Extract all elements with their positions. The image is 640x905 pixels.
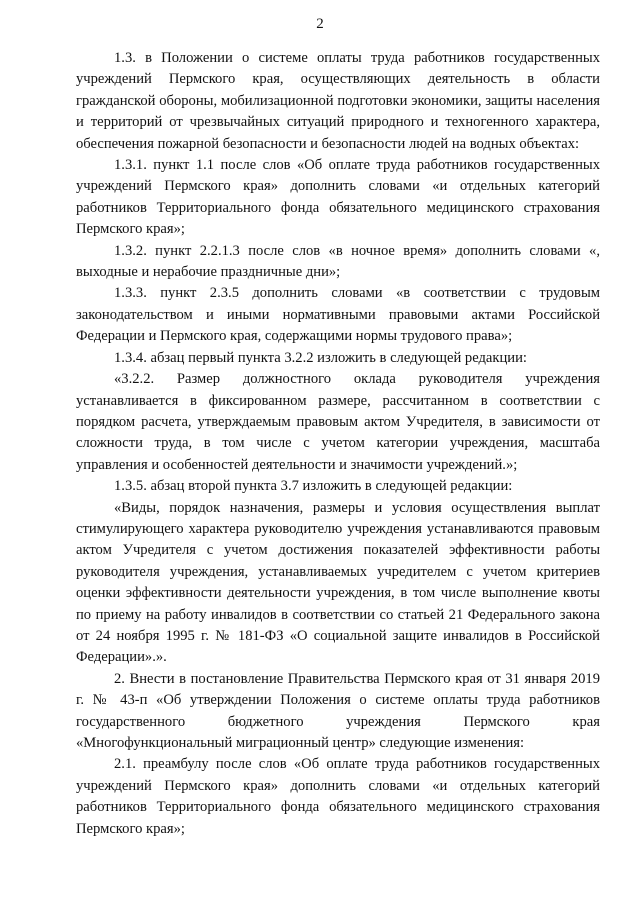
paragraph-1-3-5: 1.3.5. абзац второй пункта 3.7 изложить в следующей редакции: (114, 478, 513, 495)
paragraph-1-3: 1.3. в Положении о системе оплаты труда работников государственных учреждений Пермского края, осуществляющих деятельность в области гражданской обороны, мобилизационной подготовки экономики, защиты населения и территорий от чрезвычайных ситуаций природного и техногенного характера, обеспечения пожарной безопасности и безопасности людей на водных объектах: (76, 50, 600, 152)
paragraph-quote-3-7: «Виды, порядок назначения, размеры и условия осуществления выплат стимулирующего характера руководителю учреждения устанавливаются правовым актом Учредителя с учетом достижения показателей эффективности работы руководителя учреждения, устанавливаемых учредителем с учетом критериев оценки эффективности деятельности учреждения, в том числе выполнение квоты по приему на работу инвалидов в соответствии со статьей 21 Федерального закона от 24 ноября 1995 г. № 181-ФЗ «О социальной защите инвалидов в Российской Федерации».». (76, 499, 600, 666)
paragraph-2: 2. Внести в постановление Правительства Пермского края от 31 января 2019 г. № 43-п «Об утверждении Положения о системе оплаты труда работников государственного бюджетного учреждения Пермского края «Многофункциональный миграционный центр» следующие изменения: (76, 670, 600, 751)
paragraph-1-3-2: 1.3.2. пункт 2.2.1.3 после слов «в ночное время» дополнить словами «, выходные и нерабочие праздничные дни»; (76, 242, 600, 281)
paragraph-1-3-3: 1.3.3. пункт 2.3.5 дополнить словами «в соответствии с трудовым законодательством и иными нормативными правовыми актами Российской Федерации и Пермского края, содержащими нормы трудового права»; (76, 285, 600, 345)
document-body (76, 48, 600, 840)
page-number: 2 (316, 16, 324, 32)
paragraph-1-3-4: 1.3.4. абзац первый пункта 3.2.2 изложить в следующей редакции: (114, 349, 527, 366)
paragraph-1-3-1: 1.3.1. пункт 1.1 после слов «Об оплате труда работников государственных учреждений Пермского края» дополнить словами «и отдельных категорий работников Территориального фонда обязательного медицинского страхования Пермского края»; (76, 157, 600, 238)
paragraph-2-1: 2.1. преамбулу после слов «Об оплате труда работников государственных учреждений Пермского края» дополнить словами «и отдельных категорий работников Территориального фонда обязательного медицинского страхования Пермского края»; (76, 756, 600, 837)
paragraph-quote-3-2-2: «3.2.2. Размер должностного оклада руководителя учреждения устанавливается в фиксированном размере, рассчитанном в соответствии с порядком расчета, утверждаемым правовым актом Учредителя, в зависимости от сложности труда, в том числе с учетом категории учреждения, масштаба управления и особенностей деятельности и значимости учреждений.»; (76, 371, 600, 473)
